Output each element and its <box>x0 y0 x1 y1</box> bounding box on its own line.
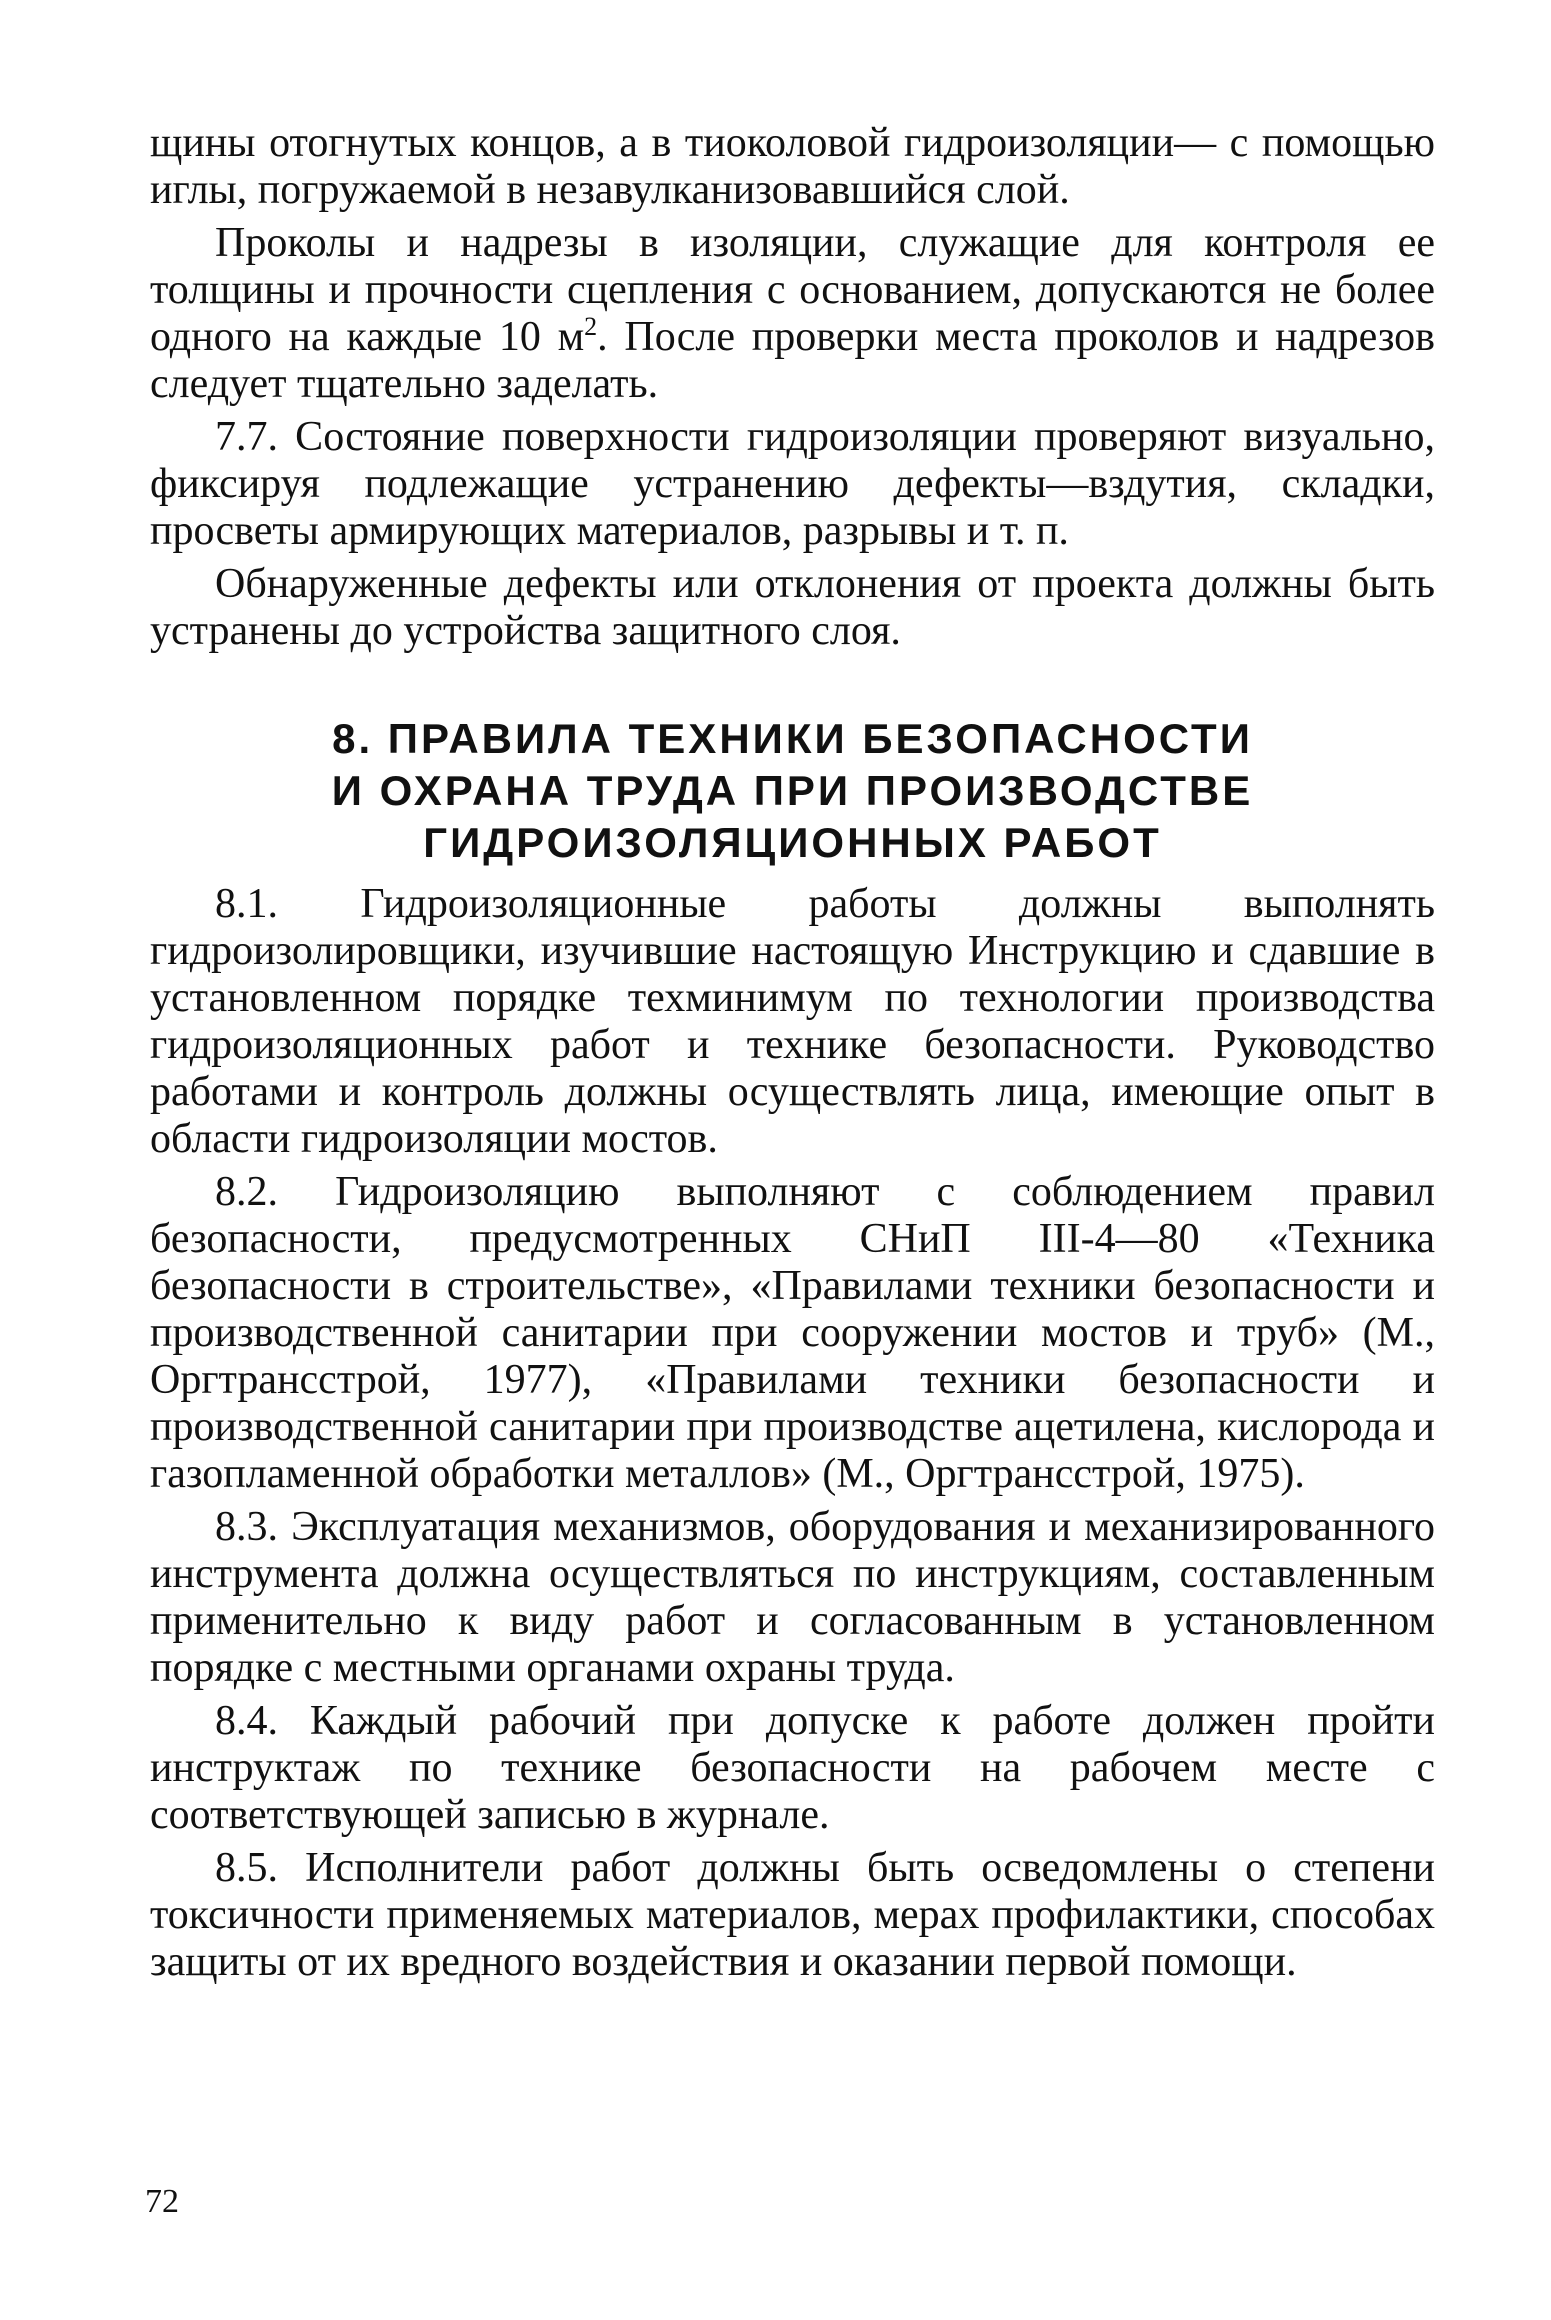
section-heading <box>150 713 1435 869</box>
paragraph-defects: Обнаруженные дефекты или отклонения от проекта должны быть устранены до устройства защитного слоя. <box>150 561 1435 654</box>
paragraph-8-3: 8.3. Эксплуатация механизмов, оборудования и механизированного инструмента должна осуществляться по инструкциям, составленным применительно к виду работ и согласованным в установленном порядке с местными органами охраны труда. <box>150 1504 1435 1691</box>
page-number: 72 <box>145 2183 179 2220</box>
section-heading-line-3: ГИДРОИЗОЛЯЦИОННЫХ РАБОТ <box>423 819 1162 866</box>
section-heading-line-1: 8. ПРАВИЛА ТЕХНИКИ БЕЗОПАСНОСТИ <box>332 715 1253 762</box>
document-page <box>150 120 1435 2220</box>
paragraph-8-2: 8.2. Гидроизоляцию выполняют с соблюдением правил безопасности, предусмотренных СНиП III-4—80 «Техника безопасности в строительстве», «Правилами техники безопасности и производственной санитарии при сооружении мостов и труб» (М., Оргтрансстрой, 1977), «Правилами техники безопасности и производственной санитарии при производстве ацетилена, кислорода и газопламенной обработки металлов» (М., Оргтрансстрой, 1975). <box>150 1169 1435 1497</box>
paragraph-punctures-text-a: Проколы и надрезы в изоляции, служащие для контроля ее толщины и прочности сцепления с основанием, допускаются не более одного на каждые 10 м <box>150 220 1435 360</box>
paragraph-8-5: 8.5. Исполнители работ должны быть осведомлены о степени токсичности применяемых материалов, мерах профилактики, способах защиты от их вредного воздействия и оказании первой помощи. <box>150 1845 1435 1985</box>
section-heading-line-2: И ОХРАНА ТРУДА ПРИ ПРОИЗВОДСТВЕ <box>331 767 1254 814</box>
paragraph-continuation: щины отогнутых концов, а в тиоколовой гидроизоляции— с помощью иглы, погружаемой в незавулканизовавшийся слой. <box>150 120 1435 213</box>
paragraph-7-7: 7.7. Состояние поверхности гидроизоляции проверяют визуально, фиксируя подлежащие устранению дефекты—вздутия, складки, просветы армирующих материалов, разрывы и т. п. <box>150 414 1435 554</box>
paragraph-punctures <box>150 220 1435 408</box>
paragraph-8-4: 8.4. Каждый рабочий при допуске к работе должен пройти инструктаж по технике безопасности на рабочем месте с соответствующей записью в журнале. <box>150 1698 1435 1838</box>
paragraph-8-1: 8.1. Гидроизоляционные работы должны выполнять гидроизолировщики, изучившие настоящую Инструкцию и сдавшие в установленном порядке техминимум по технологии производства гидроизоляционных работ и технике безопасности. Руководство работами и контроль должны осуществлять лица, имеющие опыт в области гидроизоляции мостов. <box>150 881 1435 1162</box>
paragraph-punctures-text-b: . После проверки места проколов и надрезов следует тщательно заделать. <box>150 314 1435 407</box>
superscript-square: 2 <box>584 312 598 341</box>
